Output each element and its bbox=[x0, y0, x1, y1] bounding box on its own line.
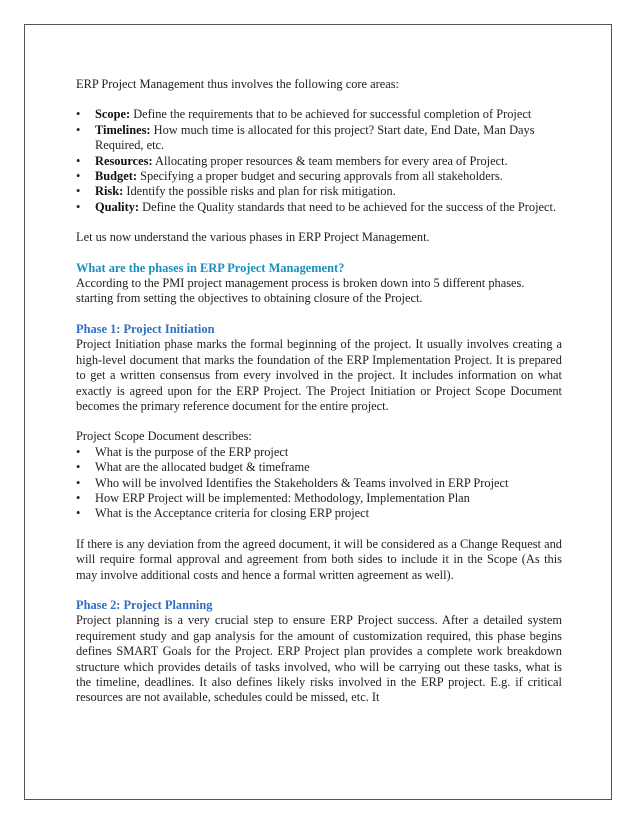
scope-doc-label: Project Scope Document describes: bbox=[76, 429, 252, 444]
phases-paragraph: According to the PMI project management process is broken down into 5 different phases. starting from setting the objectives to obtaining closure of the Project. bbox=[76, 276, 525, 306]
list-item: • Who will be involved Identifies the Stakeholders & Teams involved in ERP Project bbox=[76, 476, 562, 491]
phase2-paragraph: Project planning is a very crucial step to ensure ERP Project success. After a detailed system requirement study and gap analysis for the amount of customization required, this phase begins defines SMART Goals for the Project. ERP Project plan provides a complete work breakdown structure which provides details of tasks involved, who will be carrying out these tasks, what is the timeline, deadlines. It also defines likely risks involved in the ERP project. E.g. if critical resources are not available, schedules could be missed, etc. It bbox=[76, 613, 562, 705]
deviation-paragraph: If there is any deviation from the agreed document, it will be considered as a Change Request and will require formal approval and agreement from both sides to include it in the Scope (As this may involve additional costs and hence a formal written agreement as well). bbox=[76, 536, 562, 582]
list-item: • What is the purpose of the ERP project bbox=[76, 445, 562, 460]
phase1-paragraph: Project Initiation phase marks the formal beginning of the project. It usually involves creating a high-level document that marks the foundation of the ERP Implementation Project. It is prepared to get a written consensus from every involved in the project. It includes information on what exactly is agreed upon for the ERP Project. The Project Initiation or Project Scope Document becomes the primary reference document for the entire project. bbox=[76, 337, 562, 413]
phases-intro: Let us now understand the various phases in ERP Project Management. bbox=[76, 230, 430, 245]
list-item: • Timelines: How much time is allocated for this project? Start date, End Date, Man Days Required, etc. bbox=[76, 123, 562, 154]
phase2-heading: Phase 2: Project Planning bbox=[76, 597, 213, 612]
list-item: • What are the allocated budget & timeframe bbox=[76, 460, 562, 475]
document-body bbox=[76, 77, 562, 706]
list-item: • Risk: Identify the possible risks and plan for risk mitigation. bbox=[76, 184, 562, 199]
list-item: • What is the Acceptance criteria for closing ERP project bbox=[76, 506, 562, 521]
list-item: • Scope: Define the requirements that to be achieved for successful completion of Project bbox=[76, 107, 562, 122]
list-item: • Budget: Specifying a proper budget and securing approvals from all stakeholders. bbox=[76, 169, 562, 184]
list-item: • Resources: Allocating proper resources & team members for every area of Project. bbox=[76, 154, 562, 169]
intro-text: ERP Project Management thus involves the following core areas: bbox=[76, 77, 399, 91]
list-item: • How ERP Project will be implemented: Methodology, Implementation Plan bbox=[76, 491, 562, 506]
phases-heading: What are the phases in ERP Project Management? bbox=[76, 260, 345, 275]
phase1-heading: Phase 1: Project Initiation bbox=[76, 321, 215, 336]
core-areas-list bbox=[76, 107, 562, 215]
scope-doc-list bbox=[76, 445, 562, 522]
list-item: • Quality: Define the Quality standards that need to be achieved for the success of the Project. bbox=[76, 200, 562, 215]
